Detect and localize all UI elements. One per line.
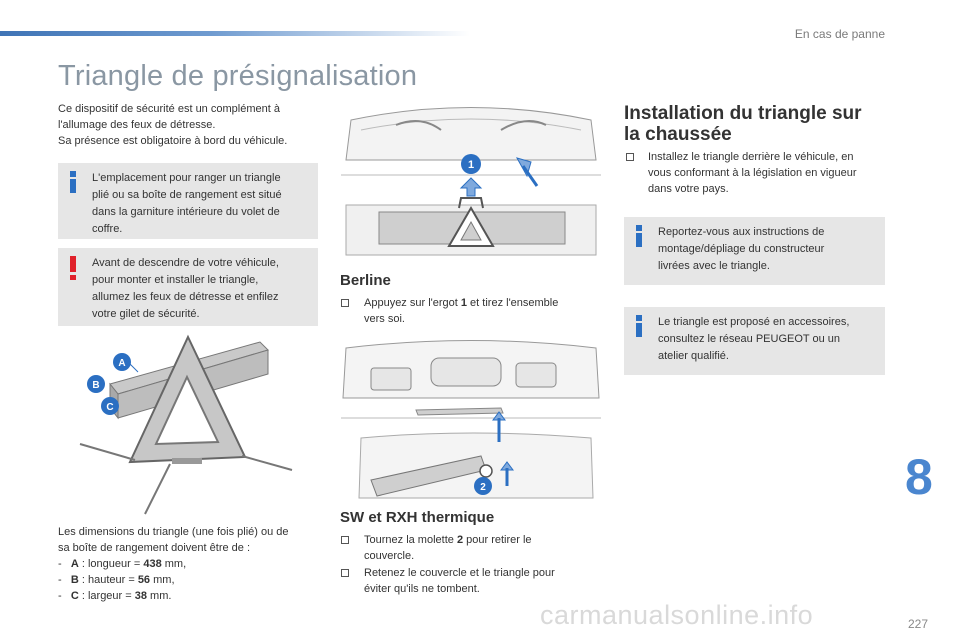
dims-label: : longueur =	[78, 558, 144, 570]
label-c: C	[106, 402, 114, 413]
bullet-marker	[341, 569, 349, 577]
watermark: carmanualsonline.info	[540, 600, 814, 630]
dims-row-a	[58, 556, 323, 572]
installation-heading	[624, 103, 894, 145]
dims-letter: B	[70, 574, 79, 586]
info-box-text	[92, 170, 310, 238]
info-line: Reportez-vous aux instructions de	[658, 226, 825, 238]
dims-value: 38	[134, 590, 147, 602]
dims-unit: mm.	[147, 590, 172, 602]
dims-value: 438	[143, 558, 162, 570]
header-accent-bar	[0, 31, 470, 36]
dims-intro-line: sa boîte de rangement doivent être de :	[58, 542, 251, 554]
intro-line: l'allumage des feux de détresse.	[58, 119, 216, 131]
heading-line: Installation du triangle sur	[624, 103, 862, 124]
info-line: L'emplacement pour ranger un triangle	[92, 172, 281, 184]
info-box-text	[658, 314, 877, 365]
dims-dash: -	[58, 558, 62, 570]
dims-intro-line: Les dimensions du triangle (une fois plié) ou de	[58, 526, 289, 538]
sw-line	[364, 532, 600, 548]
sw-line: couvercle.	[364, 550, 415, 562]
info-box-accessories	[624, 307, 885, 375]
sw-tailgate-illustration	[341, 338, 601, 503]
info-line: consultez le réseau PEUGEOT ou un	[658, 333, 841, 345]
sw-heading: SW et RXH thermique	[340, 509, 495, 526]
warning-line: pour monter et installer le triangle,	[92, 274, 259, 286]
dims-row-b	[58, 572, 323, 588]
page-number: 227	[908, 617, 929, 631]
page-title: Triangle de présignalisation	[58, 60, 418, 92]
sw-ref: 2	[456, 534, 464, 546]
sw-text: Tournez la molette	[364, 534, 457, 546]
sw-text: pour retirer le	[463, 534, 532, 546]
info-icon	[636, 225, 642, 247]
bullet-marker	[341, 536, 349, 544]
installation-instruction	[648, 149, 888, 197]
berline-instruction	[364, 295, 600, 327]
info-line: atelier qualifié.	[658, 350, 729, 362]
sw-instruction-1	[364, 532, 600, 564]
berline-text: Appuyez sur l'ergot	[364, 297, 461, 309]
info-line: coffre.	[92, 223, 123, 235]
callout-1: 1	[467, 159, 475, 171]
dims-dash: -	[58, 590, 62, 602]
warning-line: Avant de descendre de votre véhicule,	[92, 257, 279, 269]
info-box-text	[658, 224, 877, 275]
info-line: dans la garniture intérieure du volet de	[92, 206, 280, 218]
info-icon	[636, 315, 642, 337]
install-line: Installez le triangle derrière le véhicule, en	[648, 151, 854, 163]
install-line: dans votre pays.	[648, 183, 729, 195]
dims-letter: C	[70, 590, 79, 602]
chapter-number: 8	[905, 449, 933, 505]
info-icon	[70, 171, 76, 193]
berline-line: vers soi.	[364, 313, 405, 325]
bullet-marker	[341, 299, 349, 307]
dims-dash: -	[58, 574, 62, 586]
warning-box	[58, 248, 318, 326]
triangle-dimensions-illustration	[70, 332, 310, 522]
berline-text: et tirez l'ensemble	[467, 297, 559, 309]
install-line: vous conformant à la législation en vigueur	[648, 167, 857, 179]
dims-unit: mm,	[161, 558, 187, 570]
label-b: B	[92, 380, 100, 391]
dimensions-text	[58, 524, 323, 604]
sw-line: éviter qu'ils ne tombent.	[364, 583, 480, 595]
intro-line: Sa présence est obligatoire à bord du véhicule.	[58, 135, 288, 147]
dims-value: 56	[137, 574, 151, 586]
dims-label: : hauteur =	[78, 574, 138, 586]
label-a: A	[118, 358, 126, 369]
berline-ref: 1	[460, 297, 467, 309]
info-box-instructions	[624, 217, 885, 285]
berline-line	[364, 295, 600, 311]
berline-tailgate-illustration	[341, 100, 601, 262]
warning-line: votre gilet de sécurité.	[92, 308, 200, 320]
dims-unit: mm,	[150, 574, 175, 586]
warning-icon	[70, 256, 76, 280]
sw-line: Retenez le couvercle et le triangle pour	[364, 567, 555, 579]
info-box-storage	[58, 163, 318, 239]
dims-label: : largeur =	[78, 590, 135, 602]
heading-line: la chaussée	[624, 124, 732, 145]
berline-heading: Berline	[340, 272, 391, 289]
sw-instruction-2	[364, 565, 600, 597]
callout-2: 2	[480, 482, 486, 493]
info-line: Le triangle est proposé en accessoires,	[658, 316, 850, 328]
section-label: En cas de panne	[794, 27, 885, 41]
warning-line: allumez les feux de détresse et enfilez	[92, 291, 279, 303]
dims-row-c	[58, 588, 323, 604]
warning-box-text	[92, 255, 310, 323]
info-line: montage/dépliage du constructeur	[658, 243, 825, 255]
bullet-marker	[626, 153, 634, 161]
intro-line: Ce dispositif de sécurité est un complément à	[58, 103, 280, 115]
info-line: livrées avec le triangle.	[658, 260, 770, 272]
intro-text	[58, 101, 320, 149]
dims-letter: A	[70, 558, 79, 570]
info-line: plié ou sa boîte de rangement est situé	[92, 189, 282, 201]
